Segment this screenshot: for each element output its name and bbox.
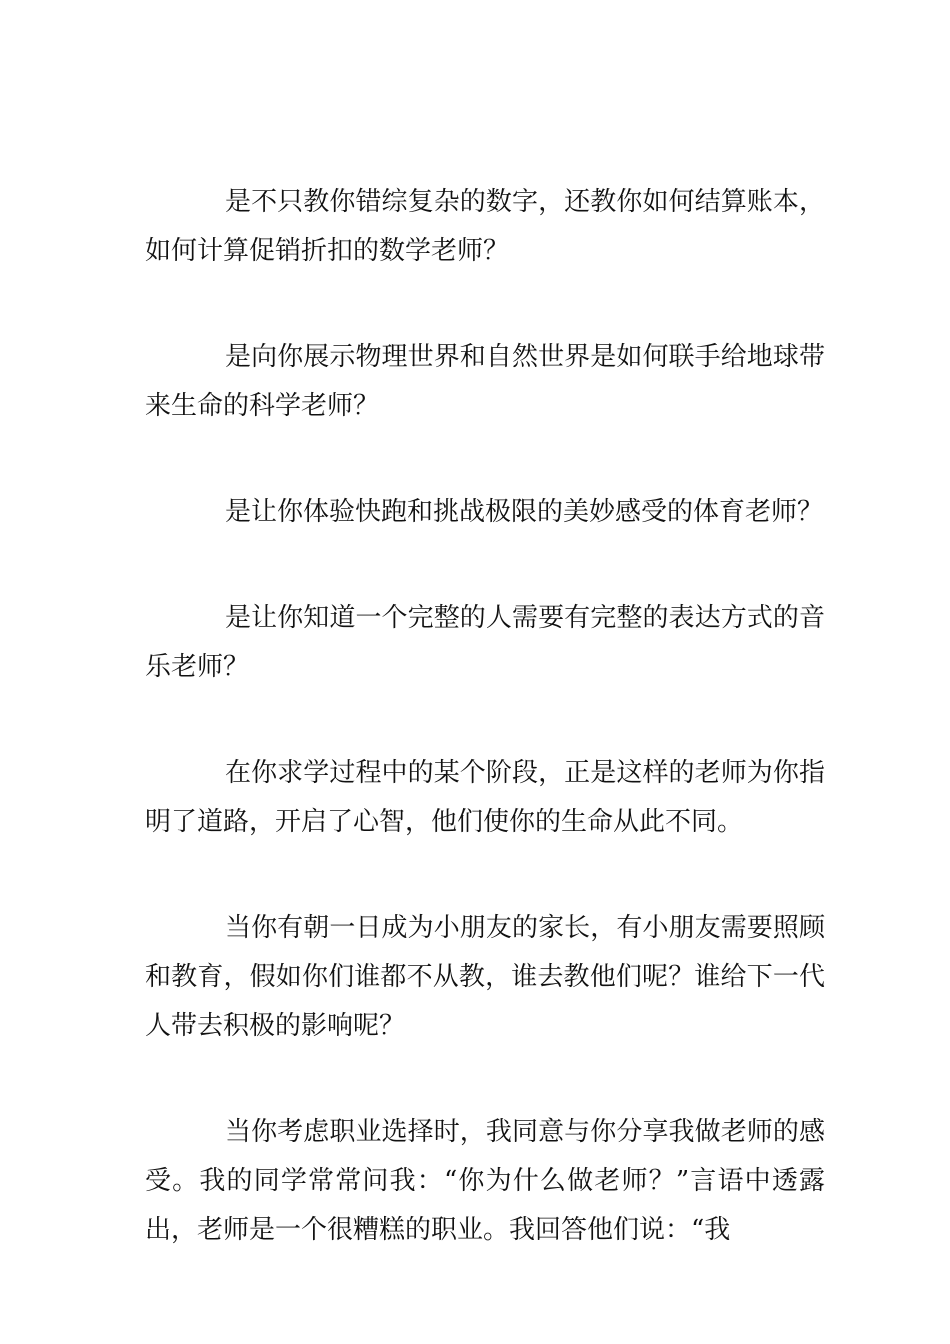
paragraph-future-parent: 当你有朝一日成为小朋友的家长，有小朋友需要照顾和教育，假如你们谁都不从教，谁去教他们呢？谁给下一代人带去积极的影响呢？ xyxy=(145,913,825,1041)
paragraph-science-teacher: 是向你展示物理世界和自然世界是如何联手给地球带来生命的科学老师？ xyxy=(145,342,825,421)
paragraph-career-choice: 当你考虑职业选择时，我同意与你分享我做老师的感受。我的同学常常问我：“你为什么做老师？”言语中透露出，老师是一个很糟糕的职业。我回答他们说：“我 xyxy=(145,1117,825,1245)
paragraph-pe-teacher: 是让你体验快跑和挑战极限的美妙感受的体育老师？ xyxy=(225,497,824,527)
document-body xyxy=(145,178,825,1312)
paragraph-guidance: 在你求学过程中的某个阶段，正是这样的老师为你指明了道路，开启了心智，他们使你的生命从此不同。 xyxy=(145,758,825,837)
paragraph-music-teacher: 是让你知道一个完整的人需要有完整的表达方式的音乐老师？ xyxy=(145,603,825,682)
paragraph-math-teacher: 是不只教你错综复杂的数字，还教你如何结算账本，如何计算促销折扣的数学老师？ xyxy=(145,187,825,266)
